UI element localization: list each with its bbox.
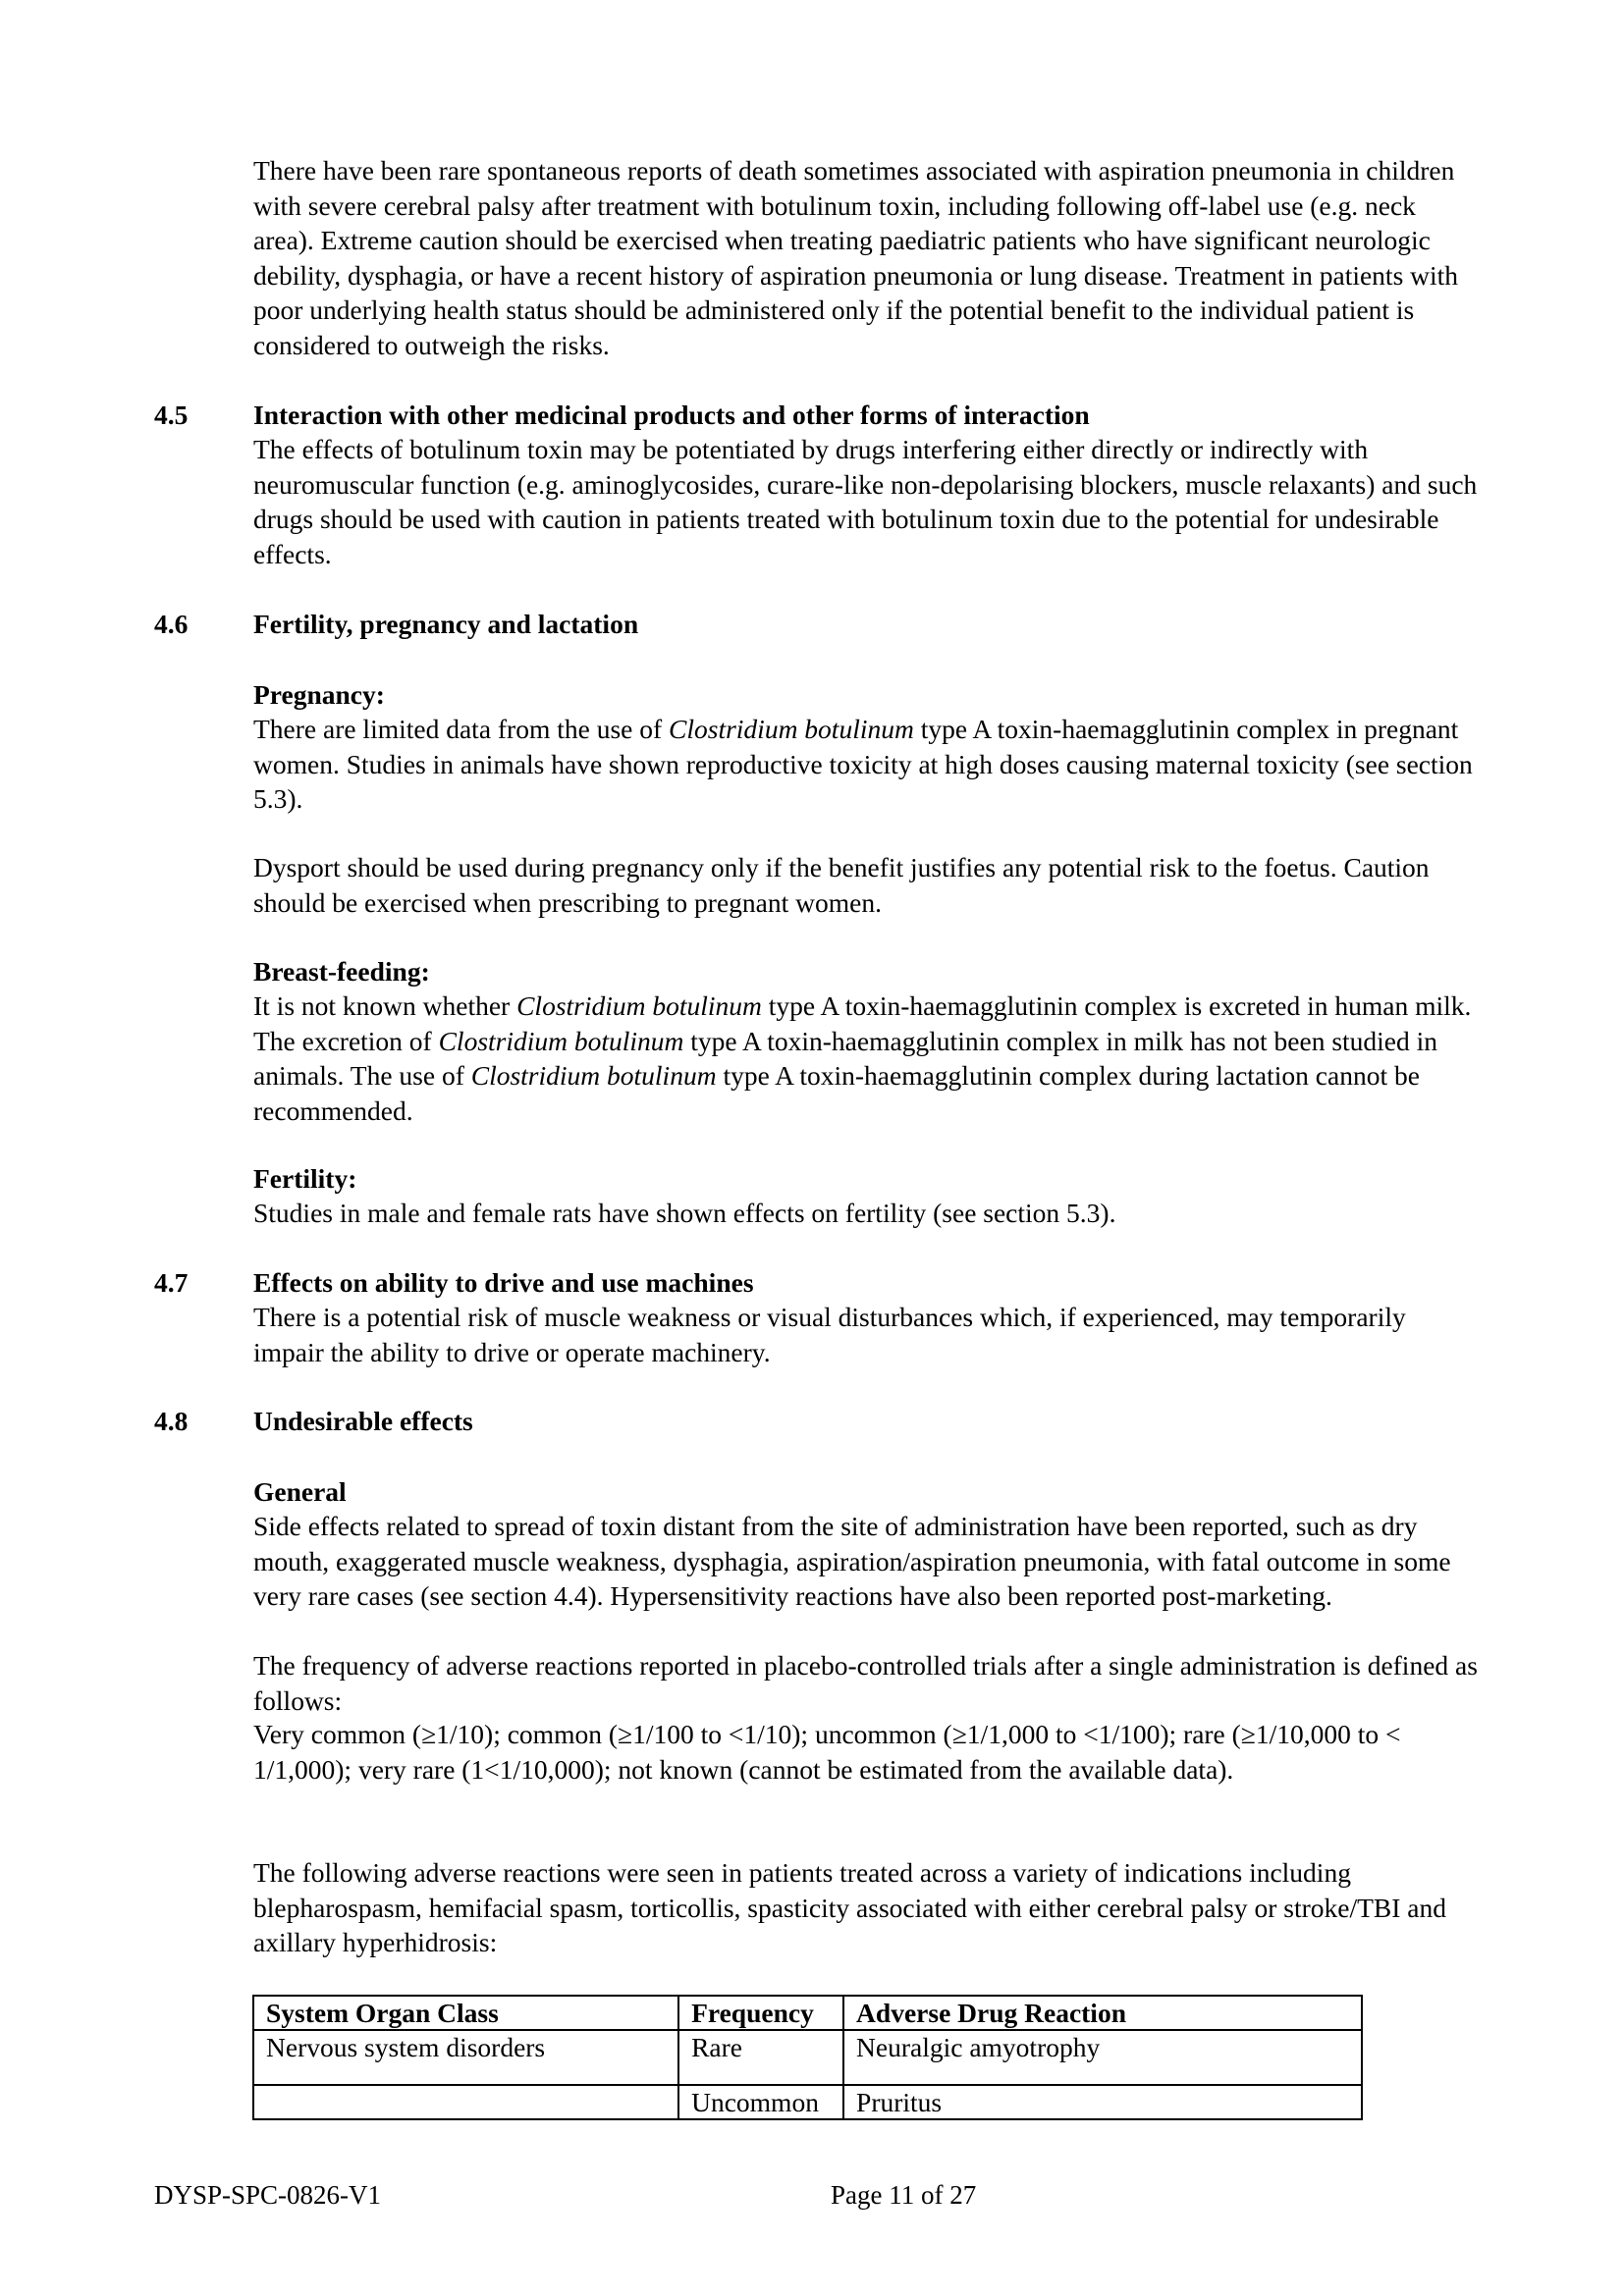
pregnancy-heading: Pregnancy: xyxy=(253,679,385,710)
table-row xyxy=(253,2030,1362,2085)
intro-paragraph: There have been rare spontaneous reports of death sometimes associated with aspiration pneumonia in children with severe cerebral palsy after treatment with botulinum toxin, including following off-label use (e.g. neck area). Extreme caution should be exercised when treating paediatric patients who have significant neurologic debility, dysphagia, or have a recent history of aspiration pneumonia or lung disease. Treatment in patients with poor underlying health status should be administered only if the potential benefit to the individual patient is considered to outweigh the risks. xyxy=(253,155,1459,360)
section-title-4-7: Effects on ability to drive and use machines xyxy=(253,1267,754,1298)
frequency-intro: The frequency of adverse reactions reported in placebo-controlled trials after a single administration is defined as follows: xyxy=(253,1650,1478,1716)
breastfeeding-heading: Breast-feeding: xyxy=(253,956,430,987)
table-row xyxy=(253,2085,1362,2119)
section-title-4-5: Interaction with other medicinal products and other forms of interaction xyxy=(253,400,1090,430)
table-cell: Uncommon xyxy=(678,2085,843,2119)
section-number-4-8: 4.8 xyxy=(154,1406,189,1436)
section-number-4-6: 4.6 xyxy=(154,609,189,639)
pregnancy-paragraph-1: There are limited data from the use of Clostridium botulinum type A toxin-haemagglutinin complex in pregnant women. Studies in animals have shown reproductive toxicity at high doses causing maternal toxicity (see section 5.3). xyxy=(253,714,1473,814)
table-cell: Nervous system disorders xyxy=(253,2030,678,2085)
adverse-reactions-table xyxy=(252,1995,1363,2120)
section-text-4-7: There is a potential risk of muscle weakness or visual disturbances which, if experienced, may temporarily impair the ability to drive or operate machinery. xyxy=(253,1302,1406,1367)
table-cell: Neuralgic amyotrophy xyxy=(843,2030,1362,2085)
fertility-heading: Fertility: xyxy=(253,1163,357,1194)
pregnancy-paragraph-2: Dysport should be used during pregnancy only if the benefit justifies any potential risk to the foetus. Caution should be exercised when prescribing to pregnant women. xyxy=(253,852,1430,918)
fertility-paragraph: Studies in male and female rats have shown effects on fertility (see section 5.3). xyxy=(253,1198,1116,1228)
section-title-4-6: Fertility, pregnancy and lactation xyxy=(253,609,639,639)
breastfeeding-paragraph: It is not known whether Clostridium botulinum type A toxin-haemagglutinin complex is excreted in human milk. The excretion of Clostridium botulinum type A toxin-haemagglutinin complex in milk has not been studied in animals. The use of Clostridium botulinum type A toxin-haemagglutinin complex during lactation cannot be recommended. xyxy=(253,990,1472,1126)
table-cell: Pruritus xyxy=(843,2085,1362,2119)
table-header-cell: Adverse Drug Reaction xyxy=(843,1996,1362,2030)
footer-doc-id: DYSP-SPC-0826-V1 xyxy=(154,2180,382,2210)
frequency-definition: Very common (≥1/10); common (≥1/100 to <1/10); uncommon (≥1/1,000 to <1/100); rare (≥1/10,000 to < 1/1,000); very rare (1<1/10,000); not known (cannot be estimated from the available data). xyxy=(253,1719,1401,1785)
general-paragraph: Side effects related to spread of toxin distant from the site of administration have been reported, such as dry mouth, exaggerated muscle weakness, dysphagia, aspiration/aspiration pneumonia, with fatal outcome in some very rare cases (see section 4.4). Hypersensitivity reactions have also been reported post-marketing. xyxy=(253,1511,1451,1611)
footer-page-number: Page 11 of 27 xyxy=(831,2180,977,2210)
general-heading: General xyxy=(253,1476,347,1507)
table-header-cell: System Organ Class xyxy=(253,1996,678,2030)
section-text-4-5: The effects of botulinum toxin may be potentiated by drugs interfering either directly or indirectly with neuromuscular function (e.g. aminoglycosides, curare-like non-depolarising blockers, muscle relaxants) and such drugs should be used with caution in patients treated with botulinum toxin due to the potential for undesirable effects. xyxy=(253,434,1478,569)
table-header-cell: Frequency xyxy=(678,1996,843,2030)
section-title-4-8: Undesirable effects xyxy=(253,1406,473,1436)
adverse-reactions-intro: The following adverse reactions were seen in patients treated across a variety of indications including blepharospasm, hemifacial spasm, torticollis, spasticity associated with either cerebral palsy or stroke/TBI and axillary hyperhidrosis: xyxy=(253,1857,1446,1957)
table-cell: Rare xyxy=(678,2030,843,2085)
table-header-row xyxy=(253,1996,1362,2030)
table-cell xyxy=(253,2085,678,2119)
section-number-4-5: 4.5 xyxy=(154,400,189,430)
section-number-4-7: 4.7 xyxy=(154,1267,189,1298)
